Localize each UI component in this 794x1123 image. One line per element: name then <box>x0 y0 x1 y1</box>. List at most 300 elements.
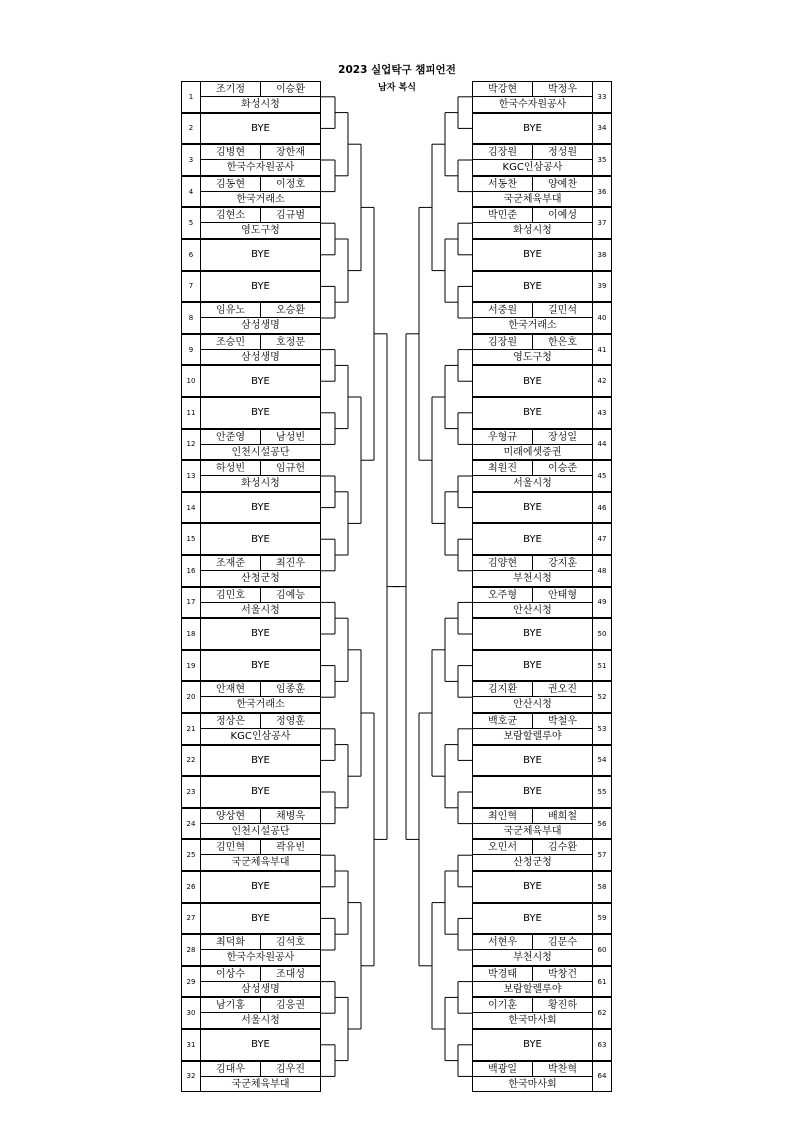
player-2-name: 조대성 <box>261 967 320 982</box>
slot-number: 12 <box>181 429 201 461</box>
player-names <box>201 82 320 97</box>
player-2-name: 길민석 <box>533 303 592 318</box>
player-1-name: 박강현 <box>473 82 533 97</box>
slot-number: 64 <box>592 1061 612 1093</box>
slot-box <box>472 429 593 461</box>
bye-label: BYE <box>523 881 542 893</box>
bye-label: BYE <box>523 502 542 514</box>
player-1-name: 서동찬 <box>473 177 533 192</box>
player-names <box>473 935 592 950</box>
player-1-name: 오민서 <box>473 840 533 855</box>
bye-label: BYE <box>251 280 270 292</box>
draw-slot <box>472 460 612 492</box>
team-name: 한국거래소 <box>236 699 285 711</box>
player-2-name: 강지훈 <box>533 556 592 571</box>
slot-number: 38 <box>592 239 612 271</box>
team-name: 산청군청 <box>513 857 552 869</box>
player-1-name: 조승민 <box>201 335 261 350</box>
slot-box <box>472 1061 593 1093</box>
slot-number: 53 <box>592 713 612 745</box>
slot-number: 22 <box>181 745 201 777</box>
draw-slot <box>472 523 612 555</box>
slot-number: 48 <box>592 555 612 587</box>
slot-number: 34 <box>592 113 612 145</box>
bye-label: BYE <box>251 786 270 798</box>
team-name: 한국수자원공사 <box>226 952 295 964</box>
draw-slot <box>472 618 612 650</box>
player-2-name: 배희철 <box>533 809 592 824</box>
slot-number: 42 <box>592 365 612 397</box>
team-name: 인천시설공단 <box>231 825 290 837</box>
player-names <box>473 588 592 603</box>
draw-slot <box>472 302 612 334</box>
team-name: 한국수자원공사 <box>498 99 567 110</box>
player-names <box>473 556 592 571</box>
player-names <box>201 840 320 855</box>
player-1-name: 김장원 <box>473 145 533 160</box>
player-1-name: 김병현 <box>201 145 261 160</box>
player-1-name: 하성빈 <box>201 461 261 476</box>
slot-number: 51 <box>592 650 612 682</box>
slot-box <box>472 555 593 587</box>
team-name: 국군체육부대 <box>231 857 290 869</box>
draw-slot <box>472 839 612 871</box>
slot-number: 9 <box>181 334 201 366</box>
team-name: 한국수자원공사 <box>226 162 295 174</box>
slot-number: 8 <box>181 302 201 334</box>
slot-box <box>472 460 593 492</box>
team-name: 부천시청 <box>513 952 552 964</box>
team-name: KGC인삼공사 <box>502 162 563 174</box>
slot-number: 62 <box>592 997 612 1029</box>
team-name: 한국마사회 <box>508 1078 557 1090</box>
slot-box <box>200 587 321 619</box>
draw-slot <box>181 334 321 366</box>
player-2-name: 호정문 <box>261 335 320 350</box>
player-names <box>473 682 592 697</box>
player-2-name: 이예성 <box>533 208 592 223</box>
bye-label: BYE <box>251 912 270 924</box>
slot-box <box>472 523 593 555</box>
slot-box <box>200 113 321 145</box>
player-1-name: 김민호 <box>201 588 261 603</box>
slot-number: 13 <box>181 460 201 492</box>
slot-box <box>200 365 321 397</box>
bye-label: BYE <box>251 122 270 134</box>
bye-label: BYE <box>523 533 542 545</box>
player-1-name: 조기정 <box>201 82 261 97</box>
player-1-name: 이상수 <box>201 967 261 982</box>
slot-box <box>472 681 593 713</box>
bye-label: BYE <box>523 754 542 766</box>
player-2-name: 김석호 <box>261 935 320 950</box>
slot-box <box>200 397 321 429</box>
team-name: 한국거래소 <box>236 193 285 205</box>
slot-number: 60 <box>592 934 612 966</box>
slot-box <box>200 1029 321 1061</box>
player-2-name: 박찬혁 <box>533 1062 592 1077</box>
player-2-name: 권오진 <box>533 682 592 697</box>
slot-box <box>472 997 593 1029</box>
bye-label: BYE <box>251 533 270 545</box>
player-2-name: 한은호 <box>533 335 592 350</box>
slot-box <box>200 302 321 334</box>
slot-box <box>200 334 321 366</box>
draw-slot <box>181 207 321 239</box>
slot-number: 4 <box>181 176 201 208</box>
slot-number: 57 <box>592 839 612 871</box>
draw-slot <box>181 618 321 650</box>
draw-slot <box>472 681 612 713</box>
slot-number: 23 <box>181 776 201 808</box>
bye-label: BYE <box>523 628 542 640</box>
slot-number: 49 <box>592 587 612 619</box>
draw-slot <box>472 176 612 208</box>
bye-label: BYE <box>523 912 542 924</box>
player-2-name: 박정우 <box>533 82 592 97</box>
slot-number: 21 <box>181 713 201 745</box>
player-names <box>201 1062 320 1077</box>
slot-box <box>472 81 593 113</box>
team-name: 서울시청 <box>241 1015 280 1027</box>
player-2-name: 장성일 <box>533 430 592 445</box>
bye-label: BYE <box>251 881 270 893</box>
player-2-name: 양예찬 <box>533 177 592 192</box>
player-1-name: 양상현 <box>201 809 261 824</box>
slot-box <box>200 650 321 682</box>
bye-label: BYE <box>523 407 542 419</box>
player-1-name: 임유노 <box>201 303 261 318</box>
draw-slot <box>472 334 612 366</box>
slot-number: 32 <box>181 1061 201 1093</box>
slot-number: 52 <box>592 681 612 713</box>
slot-box <box>472 271 593 303</box>
slot-number: 26 <box>181 871 201 903</box>
player-1-name: 안준영 <box>201 430 261 445</box>
bye-label: BYE <box>523 122 542 134</box>
draw-slot <box>181 903 321 935</box>
slot-number: 55 <box>592 776 612 808</box>
draw-slot <box>472 144 612 176</box>
player-names <box>201 303 320 318</box>
slot-number: 19 <box>181 650 201 682</box>
player-2-name: 정성원 <box>533 145 592 160</box>
player-1-name: 김장원 <box>473 335 533 350</box>
slot-number: 24 <box>181 808 201 840</box>
team-name: 화성시청 <box>513 225 552 237</box>
player-2-name: 김우진 <box>261 1062 320 1077</box>
slot-box <box>472 839 593 871</box>
draw-slot <box>472 397 612 429</box>
draw-slot <box>181 429 321 461</box>
player-names <box>473 714 592 729</box>
player-names <box>201 809 320 824</box>
slot-box <box>472 176 593 208</box>
draw-slot <box>472 587 612 619</box>
draw-slot <box>472 271 612 303</box>
player-1-name: 백호균 <box>473 714 533 729</box>
draw-slot <box>181 1029 321 1061</box>
team-name: 미래에셋증권 <box>503 446 562 458</box>
team-name: 영도구청 <box>513 351 552 363</box>
slot-number: 56 <box>592 808 612 840</box>
draw-slot <box>181 176 321 208</box>
slot-box <box>472 239 593 271</box>
slot-number: 43 <box>592 397 612 429</box>
slot-number: 30 <box>181 997 201 1029</box>
draw-slot <box>472 871 612 903</box>
player-names <box>473 461 592 476</box>
player-1-name: 안재현 <box>201 682 261 697</box>
player-1-name: 최덕화 <box>201 935 261 950</box>
team-name: 안산시청 <box>513 604 552 616</box>
player-2-name: 이정호 <box>261 177 320 192</box>
bye-label: BYE <box>251 502 270 514</box>
draw-slot <box>472 1061 612 1093</box>
slot-number: 5 <box>181 207 201 239</box>
player-2-name: 박철우 <box>533 714 592 729</box>
team-name: 국군체육부대 <box>231 1078 290 1090</box>
slot-number: 14 <box>181 492 201 524</box>
player-1-name: 박민준 <box>473 208 533 223</box>
slot-box <box>200 934 321 966</box>
slot-box <box>472 144 593 176</box>
event-subtitle: 남자 복식 <box>378 83 416 93</box>
draw-slot <box>181 650 321 682</box>
slot-number: 1 <box>181 81 201 113</box>
draw-slot <box>181 934 321 966</box>
team-name: 국군체육부대 <box>503 193 562 205</box>
player-names <box>201 682 320 697</box>
slot-box <box>200 492 321 524</box>
player-names <box>473 82 592 97</box>
draw-slot <box>472 239 612 271</box>
draw-slot <box>181 587 321 619</box>
slot-number: 35 <box>592 144 612 176</box>
draw-slot <box>181 681 321 713</box>
slot-box <box>200 681 321 713</box>
draw-slot <box>472 81 612 113</box>
draw-slot <box>472 808 612 840</box>
slot-number: 6 <box>181 239 201 271</box>
slot-box <box>472 492 593 524</box>
slot-box <box>200 176 321 208</box>
team-name: 화성시청 <box>241 99 280 110</box>
player-2-name: 김예능 <box>261 588 320 603</box>
slot-box <box>472 934 593 966</box>
slot-number: 47 <box>592 523 612 555</box>
slot-number: 58 <box>592 871 612 903</box>
slot-box <box>472 903 593 935</box>
draw-slot <box>181 81 321 113</box>
team-name: 인천시설공단 <box>231 446 290 458</box>
draw-slot <box>181 745 321 777</box>
team-name: 부천시청 <box>513 573 552 584</box>
player-2-name: 황진하 <box>533 998 592 1013</box>
player-1-name: 오주형 <box>473 588 533 603</box>
slot-number: 16 <box>181 555 201 587</box>
player-names <box>201 967 320 982</box>
player-2-name: 김문수 <box>533 935 592 950</box>
slot-box <box>200 839 321 871</box>
slot-box <box>472 1029 593 1061</box>
draw-slot <box>181 839 321 871</box>
slot-box <box>200 239 321 271</box>
bye-label: BYE <box>251 660 270 672</box>
slot-number: 36 <box>592 176 612 208</box>
draw-slot <box>181 871 321 903</box>
draw-slot <box>472 555 612 587</box>
slot-number: 37 <box>592 207 612 239</box>
page-title: 2023 실업탁구 챔피언전 <box>338 64 456 76</box>
slot-number: 40 <box>592 302 612 334</box>
slot-box <box>200 429 321 461</box>
slot-number: 27 <box>181 903 201 935</box>
draw-slot <box>472 650 612 682</box>
team-name: 보람할렐루야 <box>503 983 562 995</box>
draw-slot <box>181 555 321 587</box>
slot-number: 41 <box>592 334 612 366</box>
draw-slot <box>472 903 612 935</box>
draw-slot <box>181 713 321 745</box>
player-names <box>201 998 320 1013</box>
player-names <box>473 998 592 1013</box>
player-1-name: 서현우 <box>473 935 533 950</box>
slot-number: 29 <box>181 966 201 998</box>
bye-label: BYE <box>251 375 270 387</box>
player-2-name: 임규헌 <box>261 461 320 476</box>
draw-slot <box>181 997 321 1029</box>
player-names <box>201 177 320 192</box>
bye-label: BYE <box>251 249 270 261</box>
bye-label: BYE <box>523 1039 542 1051</box>
player-1-name: 이기훈 <box>473 998 533 1013</box>
bye-label: BYE <box>523 660 542 672</box>
player-names <box>473 840 592 855</box>
bye-label: BYE <box>251 754 270 766</box>
slot-number: 50 <box>592 618 612 650</box>
player-1-name: 최원진 <box>473 461 533 476</box>
player-2-name: 남성빈 <box>261 430 320 445</box>
slot-number: 28 <box>181 934 201 966</box>
slot-box <box>200 271 321 303</box>
slot-box <box>200 713 321 745</box>
bye-label: BYE <box>251 407 270 419</box>
slot-number: 2 <box>181 113 201 145</box>
slot-box <box>472 871 593 903</box>
slot-box <box>200 1061 321 1093</box>
slot-box <box>472 966 593 998</box>
slot-box <box>472 745 593 777</box>
draw-slot <box>472 776 612 808</box>
team-name: 화성시청 <box>241 478 280 490</box>
slot-number: 25 <box>181 839 201 871</box>
slot-box <box>472 334 593 366</box>
player-1-name: 최인혁 <box>473 809 533 824</box>
draw-slot <box>472 113 612 145</box>
player-1-name: 우형규 <box>473 430 533 445</box>
draw-slot <box>181 460 321 492</box>
slot-number: 54 <box>592 745 612 777</box>
team-name: 국군체육부대 <box>503 825 562 837</box>
slot-box <box>200 776 321 808</box>
slot-box <box>472 113 593 145</box>
player-names <box>473 335 592 350</box>
slot-box <box>472 397 593 429</box>
slot-box <box>200 460 321 492</box>
draw-slot <box>472 365 612 397</box>
slot-box <box>200 903 321 935</box>
player-names <box>201 208 320 223</box>
team-name: 산청군청 <box>241 573 280 584</box>
player-names <box>473 1062 592 1077</box>
team-name: 영도구청 <box>241 225 280 237</box>
draw-slot <box>472 713 612 745</box>
player-1-name: 김대우 <box>201 1062 261 1077</box>
slot-number: 10 <box>181 365 201 397</box>
slot-number: 18 <box>181 618 201 650</box>
bye-label: BYE <box>523 280 542 292</box>
slot-box <box>472 207 593 239</box>
bye-label: BYE <box>251 1039 270 1051</box>
player-names <box>473 145 592 160</box>
team-name: 삼성생명 <box>241 320 280 332</box>
draw-slot <box>181 365 321 397</box>
player-2-name: 이승환 <box>261 82 320 97</box>
slot-box <box>200 81 321 113</box>
draw-slot <box>472 1029 612 1061</box>
draw-slot <box>181 776 321 808</box>
player-2-name: 김규범 <box>261 208 320 223</box>
draw-slot <box>472 934 612 966</box>
draw-slot <box>181 113 321 145</box>
bye-label: BYE <box>523 786 542 798</box>
player-2-name: 김수환 <box>533 840 592 855</box>
player-2-name: 안태형 <box>533 588 592 603</box>
team-name: 삼성생명 <box>241 351 280 363</box>
slot-box <box>472 776 593 808</box>
team-name: 서울시청 <box>513 478 552 490</box>
player-2-name: 최진우 <box>261 556 320 571</box>
slot-number: 33 <box>592 81 612 113</box>
draw-slot <box>181 239 321 271</box>
player-1-name: 김지환 <box>473 682 533 697</box>
slot-number: 45 <box>592 460 612 492</box>
team-name: 안산시청 <box>513 699 552 711</box>
slot-box <box>200 997 321 1029</box>
player-1-name: 김현소 <box>201 208 261 223</box>
player-2-name: 임종훈 <box>261 682 320 697</box>
player-1-name: 백광일 <box>473 1062 533 1077</box>
slot-number: 46 <box>592 492 612 524</box>
slot-number: 20 <box>181 681 201 713</box>
player-names <box>473 177 592 192</box>
slot-number: 44 <box>592 429 612 461</box>
slot-box <box>200 207 321 239</box>
player-2-name: 오승환 <box>261 303 320 318</box>
slot-box <box>472 365 593 397</box>
slot-number: 39 <box>592 271 612 303</box>
slot-box <box>472 587 593 619</box>
team-name: 서울시청 <box>241 604 280 616</box>
player-names <box>473 303 592 318</box>
draw-slot <box>472 207 612 239</box>
slot-number: 61 <box>592 966 612 998</box>
slot-box <box>200 966 321 998</box>
player-1-name: 서중원 <box>473 303 533 318</box>
player-names <box>201 430 320 445</box>
slot-box <box>472 650 593 682</box>
